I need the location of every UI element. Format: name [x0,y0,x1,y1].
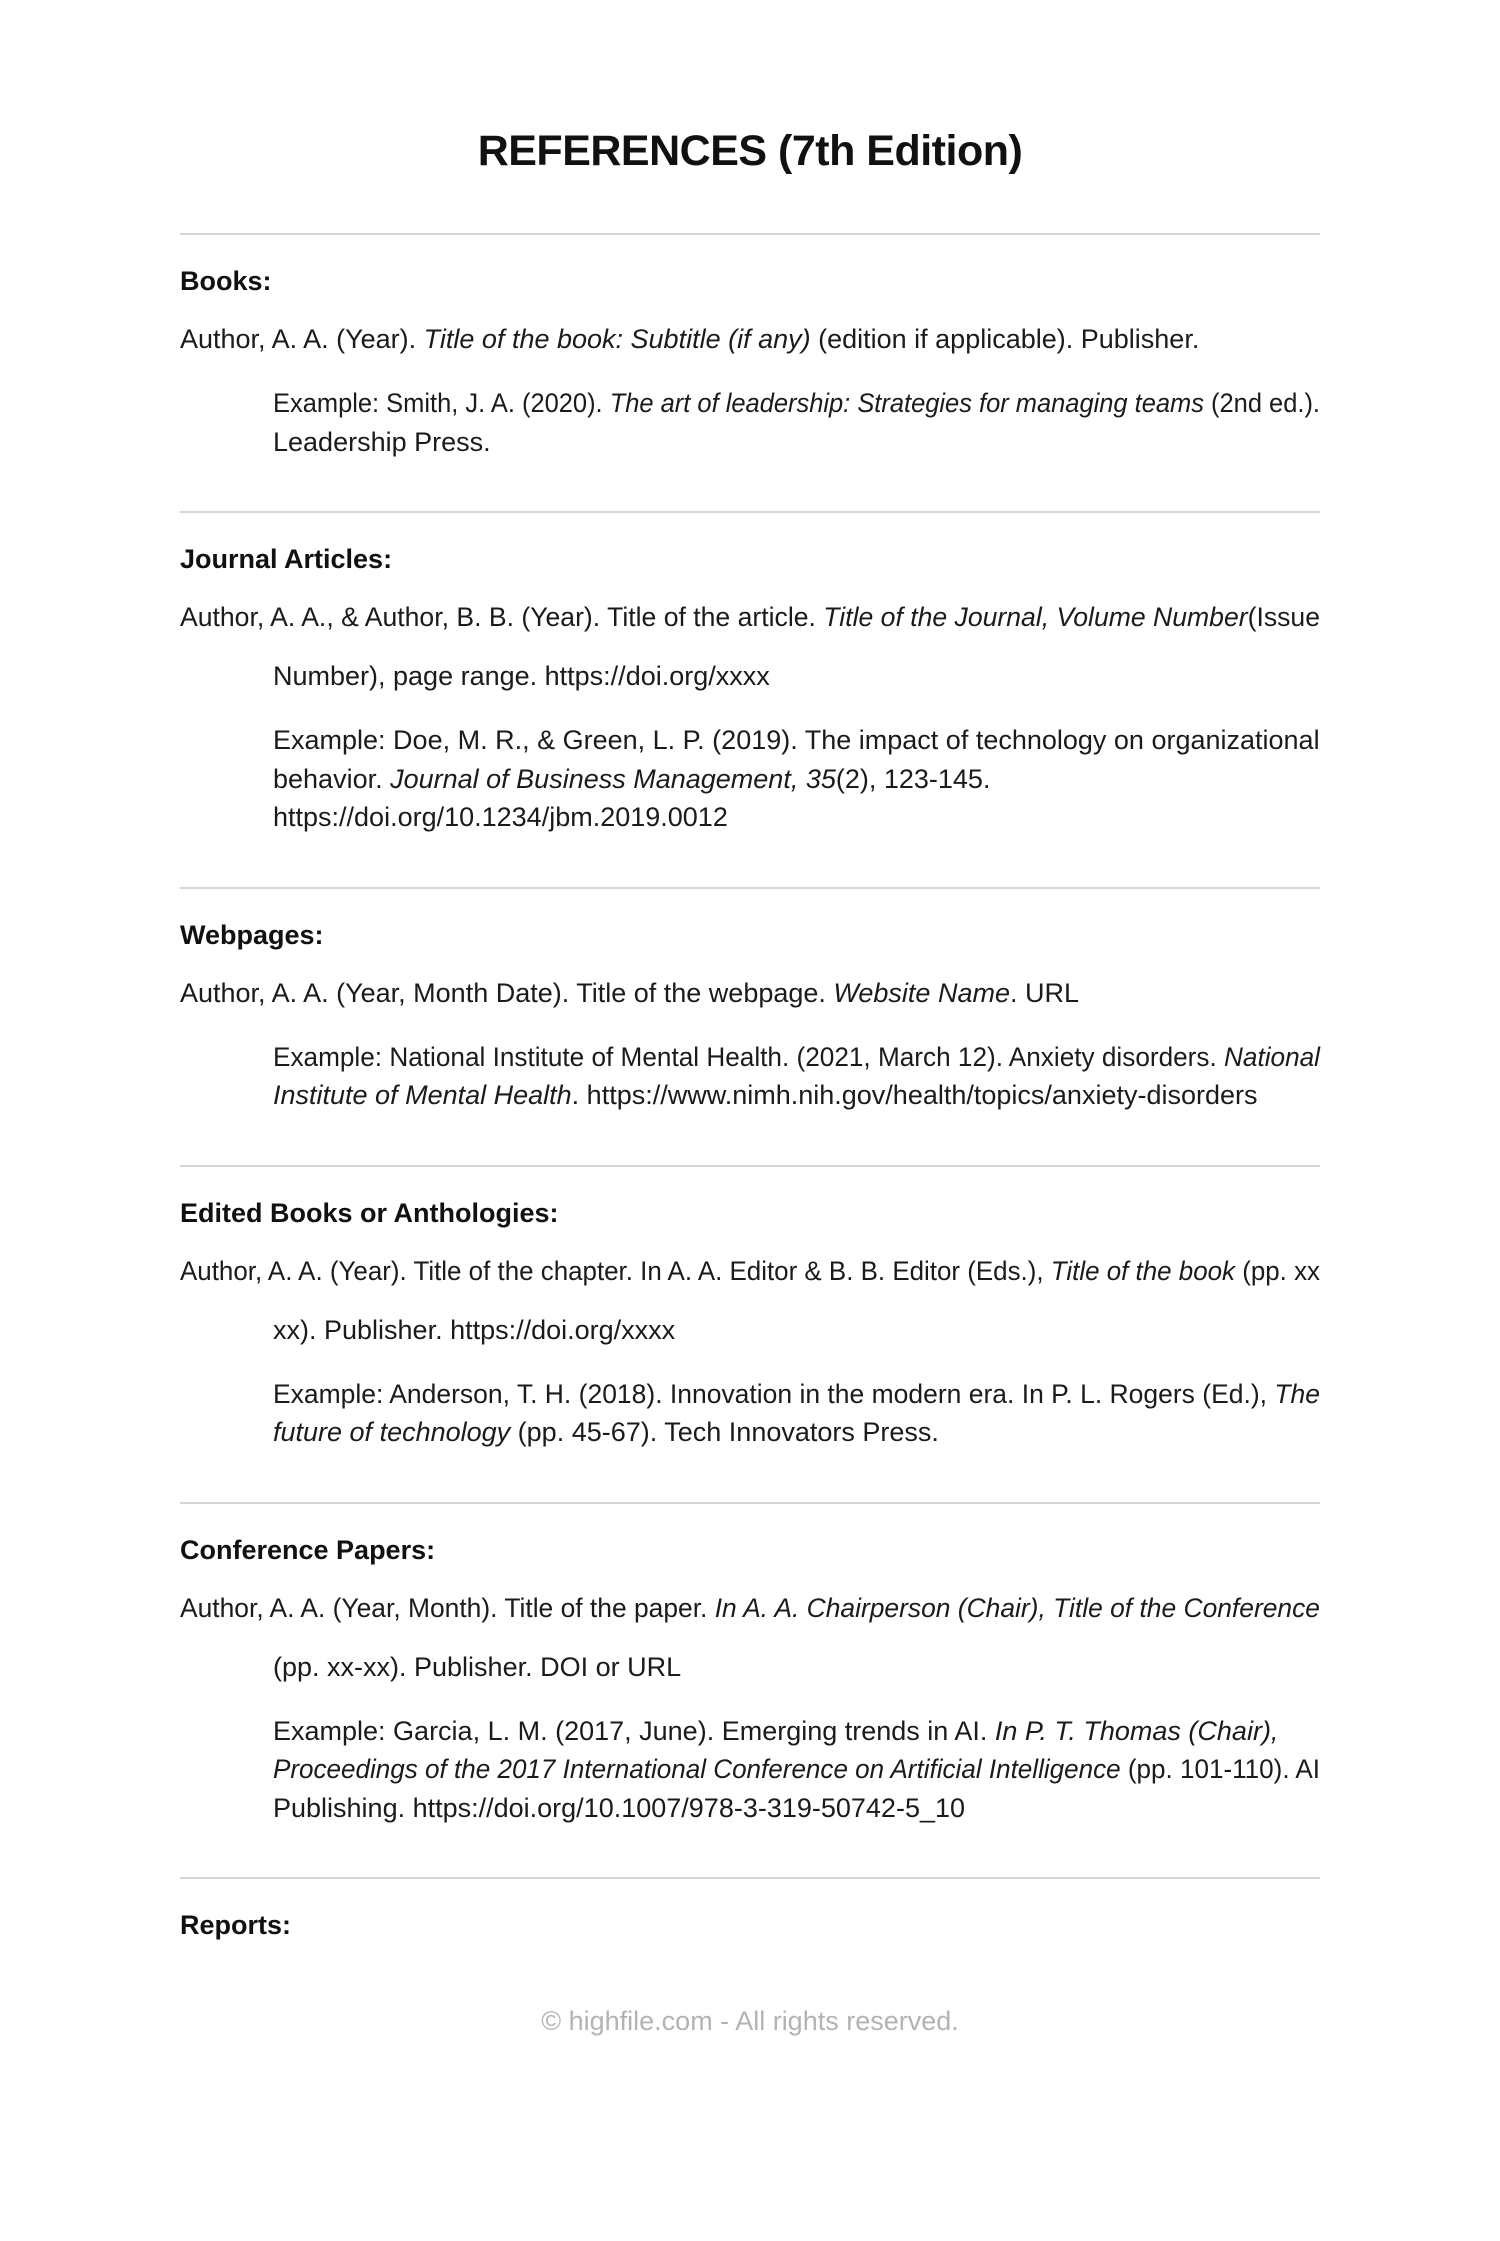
footer-copyright: © highfile.com - All rights reserved. [541,2006,959,2036]
section-divider [180,1165,1320,1167]
section-divider [180,1877,1320,1879]
citation-line: xx). Publisher. https://doi.org/xxxx [273,1314,676,1345]
reference-section [180,1877,1320,1994]
sections-container [180,233,1320,1994]
reference-section [180,887,1320,1165]
citation-line: Example: Anderson, T. H. (2018). Innovation in the modern era. In P. L. Rogers (Ed.), The [273,1378,1320,1409]
citation-format [180,588,1320,706]
citation-line: Example: National Institute of Mental Health. (2021, March 12). Anxiety disorders. National [273,1041,1320,1072]
reference-section [180,511,1320,887]
section-divider [180,1502,1320,1504]
section-divider [180,887,1320,889]
section-divider [180,233,1320,235]
document-page [0,120,1500,2040]
citation-line: Institute of Mental Health. https://www.nimh.nih.gov/health/topics/anxiety-disorders [273,1080,1258,1110]
citation-format [180,310,1320,369]
citation-format [180,1579,1320,1697]
section-divider [180,511,1320,513]
citation-example [273,384,1320,461]
citation-line: Author, A. A., & Author, B. B. (Year). Title of the article. Title of the Journal, Volume Number(Issue [180,602,1320,632]
citation-line: Number), page range. https://doi.org/xxxx [273,661,770,691]
citation-line: Author, A. A. (Year). Title of the chapter. In A. A. Editor & B. B. Editor (Eds.), Title of the book (pp. xx [180,1255,1320,1286]
citation-line: Example: Garcia, L. M. (2017, June). Emerging trends in AI. In P. T. Thomas (Chair), [273,1715,1279,1746]
citation-line: behavior. Journal of Business Management, 35(2), 123-145. [273,763,991,794]
citation-example [273,721,1320,837]
section-heading: Conference Papers: [180,1534,436,1565]
section-heading: Journal Articles: [180,544,393,574]
section-heading: Edited Books or Anthologies: [180,1197,559,1228]
citation-line: Author, A. A. (Year). Title of the book: Subtitle (if any) (edition if applicable). Publisher. [180,324,1200,354]
citation-line: Author, A. A. (Year, Month Date). Title of the webpage. Website Name. URL [180,977,1080,1008]
citation-example [273,1375,1320,1452]
reference-section [180,1502,1320,1878]
citation-line: Example: Doe, M. R., & Green, L. P. (2019). The impact of technology on organizational [273,725,1320,755]
citation-line: Author, A. A. (Year, Month). Title of the paper. In A. A. Chairperson (Chair), Title of the Conference [180,1592,1320,1623]
citation-line: future of technology (pp. 45-67). Tech Innovators Press. [273,1417,939,1447]
reference-section [180,1165,1320,1502]
section-heading: Webpages: [180,919,324,950]
citation-line: https://doi.org/10.1234/jbm.2019.0012 [273,802,728,832]
citation-line: Proceedings of the 2017 International Conference on Artificial Intelligence (pp. 101-110). AI [273,1754,1320,1784]
citation-line: Example: Smith, J. A. (2020). The art of leadership: Strategies for managing teams (2nd ed.). [273,388,1320,418]
citation-line: Publishing. https://doi.org/10.1007/978-3-319-50742-5_10 [273,1792,966,1823]
page-title: REFERENCES (7th Edition) [477,127,1023,175]
citation-example [273,1038,1320,1115]
section-heading: Books: [180,266,272,296]
citation-format [180,1242,1320,1360]
reference-section [180,233,1320,511]
section-heading: Reports: [180,1910,292,1940]
citation-example [273,1712,1320,1828]
citation-line: (pp. xx-xx). Publisher. DOI or URL [273,1651,682,1682]
citation-format [180,964,1320,1023]
citation-line: Leadership Press. [273,426,491,457]
